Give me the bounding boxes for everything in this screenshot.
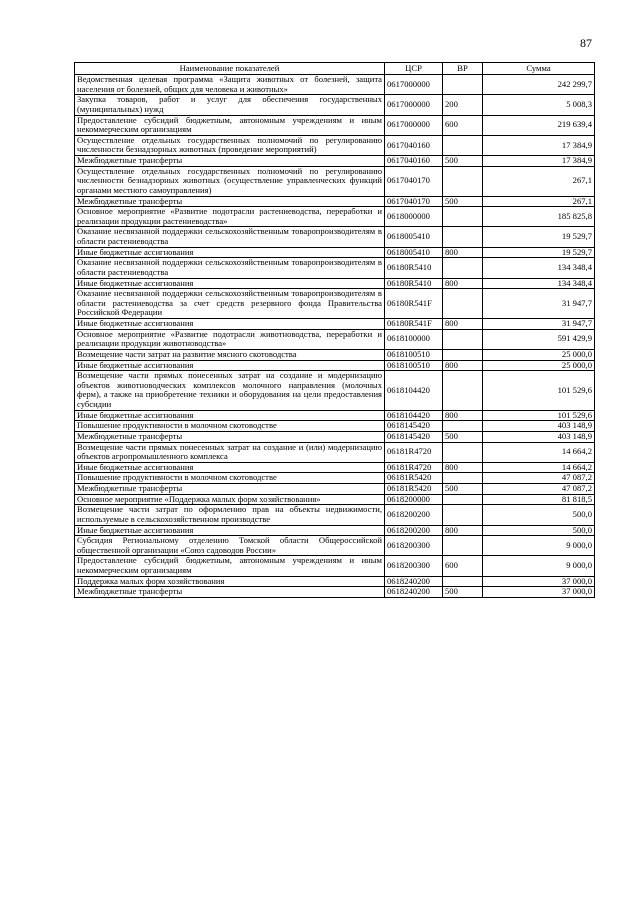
row-sum-cell: 19 529,7 (483, 227, 595, 247)
row-name-cell: Предоставление субсидий бюджетным, автономным учреждениям и иным некоммерческим организациям (75, 115, 385, 135)
row-csr-cell: 06180R5410 (385, 278, 443, 289)
row-csr-cell: 06181R5420 (385, 473, 443, 484)
row-name-cell: Повышение продуктивности в молочном скотоводстве (75, 421, 385, 432)
row-name-cell: Межбюджетные трансферты (75, 484, 385, 495)
row-name-cell: Субсидия Региональному отделению Томской области Общероссийской общественной организации «Союз садоводов России» (75, 536, 385, 556)
row-sum-cell: 19 529,7 (483, 247, 595, 258)
row-name-cell: Предоставление субсидий бюджетным, автономным учреждениям и иным некоммерческим организациям (75, 556, 385, 576)
row-vr-cell (443, 473, 483, 484)
row-csr-cell: 06180R541F (385, 319, 443, 330)
row-sum-cell: 134 348,4 (483, 278, 595, 289)
row-csr-cell: 0617040160 (385, 156, 443, 167)
row-name-cell: Осуществление отдельных государственных полномочий по регулированию численности безнадзорных животных (осуществление управленческих функций органами местного самоуправления) (75, 166, 385, 196)
table-row (75, 525, 595, 536)
row-vr-cell: 800 (443, 525, 483, 536)
row-sum-cell: 14 664,2 (483, 462, 595, 473)
row-sum-cell: 101 529,6 (483, 371, 595, 411)
row-sum-cell: 219 639,4 (483, 115, 595, 135)
row-sum-cell: 5 008,3 (483, 95, 595, 115)
table-header-row (75, 63, 595, 75)
row-sum-cell: 31 947,7 (483, 319, 595, 330)
row-csr-cell: 06180R5410 (385, 258, 443, 278)
row-name-cell: Иные бюджетные ассигнования (75, 360, 385, 371)
row-csr-cell: 0618005410 (385, 227, 443, 247)
row-name-cell: Основное мероприятие «Развитие подотрасли растениеводства, переработки и реализации продукции растениеводства» (75, 207, 385, 227)
row-vr-cell: 500 (443, 587, 483, 598)
row-sum-cell: 242 299,7 (483, 75, 595, 95)
row-vr-cell: 200 (443, 95, 483, 115)
row-name-cell: Межбюджетные трансферты (75, 431, 385, 442)
row-csr-cell: 0618104420 (385, 410, 443, 421)
row-csr-cell: 0618100510 (385, 360, 443, 371)
row-name-cell: Основное мероприятие «Поддержка малых форм хозяйствования» (75, 494, 385, 505)
table-row (75, 494, 595, 505)
row-vr-cell (443, 207, 483, 227)
table-row (75, 431, 595, 442)
header-csr: ЦСР (385, 63, 443, 75)
row-csr-cell: 0618200200 (385, 505, 443, 525)
row-csr-cell: 0617000000 (385, 115, 443, 135)
row-name-cell: Оказание несвязанной поддержки сельскохозяйственным товаропроизводителям в области растениеводства (75, 227, 385, 247)
row-name-cell: Оказание несвязанной поддержки сельскохозяйственным товаропроизводителям в области растениеводства (75, 258, 385, 278)
row-name-cell: Поддержка малых форм хозяйствования (75, 576, 385, 587)
table-row (75, 587, 595, 598)
row-csr-cell: 0618200200 (385, 525, 443, 536)
row-sum-cell: 267,1 (483, 196, 595, 207)
row-csr-cell: 0618000000 (385, 207, 443, 227)
row-vr-cell (443, 135, 483, 155)
row-name-cell: Иные бюджетные ассигнования (75, 319, 385, 330)
table-row (75, 371, 595, 411)
row-sum-cell: 403 148,9 (483, 431, 595, 442)
row-name-cell: Оказание несвязанной поддержки сельскохозяйственным товаропроизводителям в области растениеводства за счет средств резервного фонда Правительства Российской Федерации (75, 289, 385, 319)
row-sum-cell: 591 429,9 (483, 329, 595, 349)
row-sum-cell: 37 000,0 (483, 576, 595, 587)
row-name-cell: Иные бюджетные ассигнования (75, 247, 385, 258)
row-name-cell: Возмещение части прямых понесенных затрат на создание и модернизацию объектов животноводческих комплексов молочного направления (молочных ферм), а также на приобретение техники и оборудования на цели предоставления субсидии (75, 371, 385, 411)
header-name: Наименование показателей (75, 63, 385, 75)
row-sum-cell: 47 087,2 (483, 473, 595, 484)
row-csr-cell: 0618100000 (385, 329, 443, 349)
table-row (75, 462, 595, 473)
table-row (75, 166, 595, 196)
row-vr-cell: 800 (443, 410, 483, 421)
row-name-cell: Возмещение части затрат по оформлению прав на объекты недвижимости, используемые в сельскохозяйственном производстве (75, 505, 385, 525)
row-vr-cell (443, 349, 483, 360)
header-sum: Сумма (483, 63, 595, 75)
row-vr-cell: 600 (443, 556, 483, 576)
row-csr-cell: 06181R4720 (385, 462, 443, 473)
row-vr-cell (443, 494, 483, 505)
page-number: 87 (580, 36, 592, 50)
row-sum-cell: 9 000,0 (483, 536, 595, 556)
row-name-cell: Возмещение части затрат на развитие мясного скотоводства (75, 349, 385, 360)
row-sum-cell: 25 000,0 (483, 360, 595, 371)
row-name-cell: Межбюджетные трансферты (75, 587, 385, 598)
row-name-cell: Основное мероприятие «Развитие подотрасли животноводства, переработки и реализации продукции животноводства» (75, 329, 385, 349)
table-row (75, 196, 595, 207)
row-sum-cell: 31 947,7 (483, 289, 595, 319)
row-sum-cell: 500,0 (483, 525, 595, 536)
row-vr-cell (443, 442, 483, 462)
row-sum-cell: 267,1 (483, 166, 595, 196)
table-row (75, 258, 595, 278)
row-name-cell: Закупка товаров, работ и услуг для обеспечения государственных (муниципальных) нужд (75, 95, 385, 115)
row-vr-cell (443, 536, 483, 556)
row-csr-cell: 0617040160 (385, 135, 443, 155)
table-row (75, 484, 595, 495)
row-vr-cell: 800 (443, 319, 483, 330)
row-name-cell: Иные бюджетные ассигнования (75, 278, 385, 289)
row-vr-cell (443, 576, 483, 587)
table-row (75, 247, 595, 258)
table-row (75, 135, 595, 155)
row-vr-cell: 800 (443, 278, 483, 289)
row-vr-cell (443, 258, 483, 278)
table-row (75, 75, 595, 95)
row-vr-cell (443, 421, 483, 432)
row-csr-cell: 0617040170 (385, 196, 443, 207)
row-csr-cell: 06181R5420 (385, 484, 443, 495)
row-sum-cell: 25 000,0 (483, 349, 595, 360)
table-row (75, 115, 595, 135)
table-body (75, 75, 595, 598)
table-row (75, 576, 595, 587)
row-csr-cell: 0618100510 (385, 349, 443, 360)
row-csr-cell: 06181R4720 (385, 442, 443, 462)
table-row (75, 95, 595, 115)
row-vr-cell: 500 (443, 484, 483, 495)
budget-table (74, 62, 595, 598)
row-vr-cell: 800 (443, 247, 483, 258)
row-sum-cell: 81 818,5 (483, 494, 595, 505)
table-row (75, 410, 595, 421)
row-vr-cell (443, 329, 483, 349)
row-sum-cell: 403 148,9 (483, 421, 595, 432)
row-csr-cell: 0618104420 (385, 371, 443, 411)
row-vr-cell: 600 (443, 115, 483, 135)
row-sum-cell: 37 000,0 (483, 587, 595, 598)
row-sum-cell: 47 087,2 (483, 484, 595, 495)
row-vr-cell (443, 371, 483, 411)
row-name-cell: Иные бюджетные ассигнования (75, 410, 385, 421)
row-sum-cell: 17 384,9 (483, 135, 595, 155)
row-name-cell: Иные бюджетные ассигнования (75, 525, 385, 536)
row-vr-cell: 800 (443, 360, 483, 371)
row-vr-cell: 500 (443, 431, 483, 442)
table-row (75, 536, 595, 556)
row-vr-cell (443, 75, 483, 95)
row-csr-cell: 0618145420 (385, 431, 443, 442)
table-row (75, 227, 595, 247)
row-csr-cell: 0618200300 (385, 556, 443, 576)
table-row (75, 329, 595, 349)
row-vr-cell (443, 227, 483, 247)
table-row (75, 556, 595, 576)
row-sum-cell: 134 348,4 (483, 258, 595, 278)
table-row (75, 207, 595, 227)
row-name-cell: Осуществление отдельных государственных полномочий по регулированию численности безнадзорных животных (проведение мероприятий) (75, 135, 385, 155)
table-row (75, 505, 595, 525)
row-name-cell: Ведомственная целевая программа «Защита животных от болезней, защита населения от болезней, общих для человека и животных» (75, 75, 385, 95)
row-csr-cell: 0618240200 (385, 587, 443, 598)
header-vr: ВР (443, 63, 483, 75)
row-vr-cell (443, 289, 483, 319)
row-name-cell: Межбюджетные трансферты (75, 196, 385, 207)
row-sum-cell: 185 825,8 (483, 207, 595, 227)
row-name-cell: Возмещение части прямых понесенных затрат на создание и (или) модернизацию объектов агропромышленного комплекса (75, 442, 385, 462)
table-row (75, 349, 595, 360)
row-sum-cell: 9 000,0 (483, 556, 595, 576)
row-csr-cell: 0618200000 (385, 494, 443, 505)
table-row (75, 289, 595, 319)
row-sum-cell: 101 529,6 (483, 410, 595, 421)
row-sum-cell: 500,0 (483, 505, 595, 525)
row-vr-cell: 500 (443, 196, 483, 207)
table-row (75, 473, 595, 484)
table-row (75, 156, 595, 167)
row-csr-cell: 0617040170 (385, 166, 443, 196)
table-row (75, 442, 595, 462)
table-row (75, 319, 595, 330)
row-csr-cell: 0617000000 (385, 95, 443, 115)
row-csr-cell: 0618200300 (385, 536, 443, 556)
table-row (75, 278, 595, 289)
row-sum-cell: 14 664,2 (483, 442, 595, 462)
row-csr-cell: 0618145420 (385, 421, 443, 432)
row-csr-cell: 0617000000 (385, 75, 443, 95)
table-row (75, 421, 595, 432)
row-csr-cell: 0618240200 (385, 576, 443, 587)
row-name-cell: Межбюджетные трансферты (75, 156, 385, 167)
table-row (75, 360, 595, 371)
row-csr-cell: 0618005410 (385, 247, 443, 258)
row-vr-cell: 500 (443, 156, 483, 167)
row-vr-cell (443, 505, 483, 525)
row-sum-cell: 17 384,9 (483, 156, 595, 167)
row-vr-cell (443, 166, 483, 196)
row-name-cell: Иные бюджетные ассигнования (75, 462, 385, 473)
row-csr-cell: 06180R541F (385, 289, 443, 319)
row-vr-cell: 800 (443, 462, 483, 473)
row-name-cell: Повышение продуктивности в молочном скотоводстве (75, 473, 385, 484)
